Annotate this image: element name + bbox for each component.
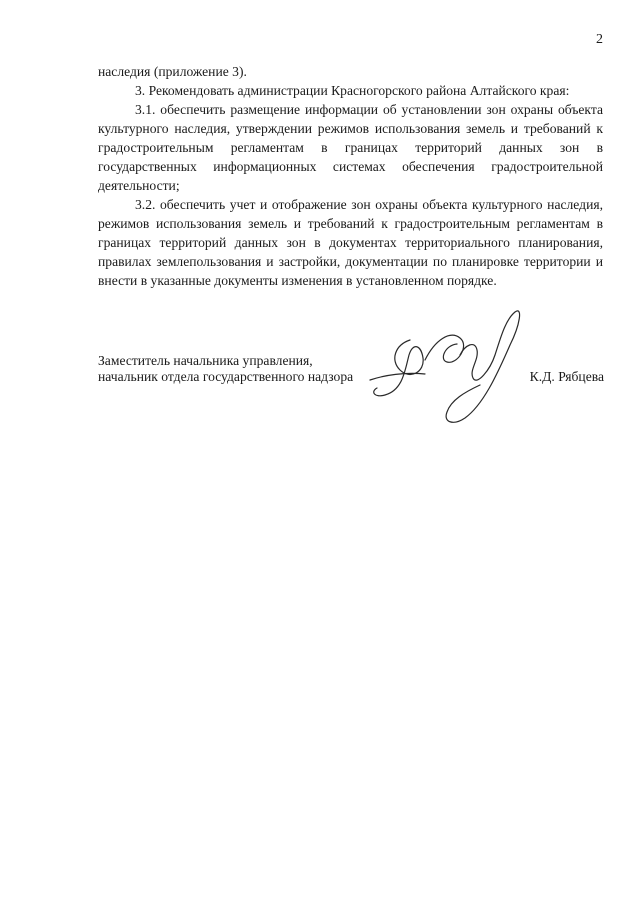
paragraph-3-1: 3.1. обеспечить размещение информации об установлении зон охраны объекта культурного наследия, утверждении режимов использования земель и требований к градостроительным регламентам в границах территорий данных зон в государственных информационных системах обеспечения градостроительной деятельности; bbox=[98, 102, 603, 193]
signatory-position-line1: Заместитель начальника управления, bbox=[98, 353, 313, 368]
handwritten-signature bbox=[365, 300, 535, 430]
paragraph-3: 3. Рекомендовать администрации Красногорского района Алтайского края: bbox=[135, 83, 570, 98]
signature-stroke bbox=[446, 311, 519, 422]
paragraph-continuation: наследия (приложение 3). bbox=[98, 64, 247, 79]
signatory-position-line2: начальник отдела государственного надзора bbox=[98, 369, 354, 384]
signature-stroke bbox=[425, 335, 464, 362]
paragraph-3-2: 3.2. обеспечить учет и отображение зон охраны объекта культурного наследия, режимов использования земель и требований к градостроительным регламентам в границах территорий данных зон в документах территориального планирования, правилах землепользования и застройки, документации по планировке территории и внести в указанные документы изменения в установленном порядке. bbox=[98, 197, 603, 288]
signatory-position bbox=[98, 353, 353, 385]
document-body bbox=[98, 62, 603, 290]
signature-stroke bbox=[370, 373, 425, 380]
signature-stroke bbox=[374, 340, 423, 396]
signatory-name: К.Д. Рябцева bbox=[529, 369, 604, 384]
page-number: 2 bbox=[596, 32, 603, 47]
